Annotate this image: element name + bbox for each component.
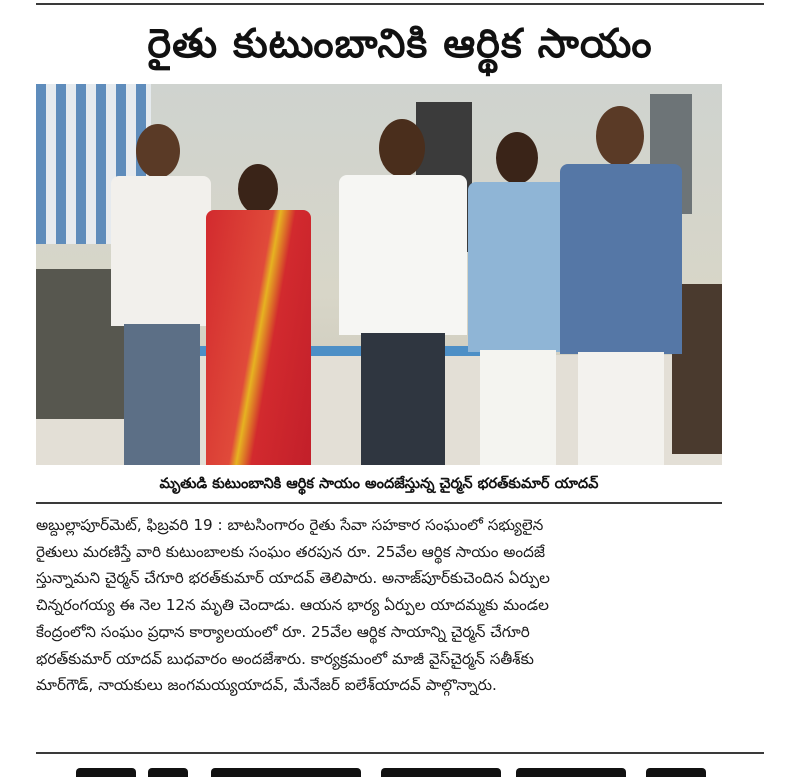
article-headline: రైతు కుటుంబానికి ఆర్థిక సాయం: [147, 21, 653, 67]
bottom-divider: [36, 752, 764, 754]
top-divider: [36, 3, 764, 5]
article-line: చిన్నరంగయ్య ఈ నెల 12న మృతి చెందాడు. ఆయన భార్య ఏర్పుల యాదమ్మకు మండల: [36, 596, 549, 615]
article-line: మార్‌గౌడ్, నాయకులు జంగమయ్యయాదవ్, మేనేజర్ ఐలేశ్‌యాదవ్ పాల్గొన్నారు.: [36, 676, 497, 695]
person-5: [556, 106, 686, 465]
photo-caption: మృతుడి కుటుంబానికి ఆర్థిక సాయం అందజేస్తున్న చైర్మన్ భరత్‌కుమార్ యాదవ్: [159, 476, 599, 492]
caption-divider: [36, 502, 722, 504]
news-photo: [36, 84, 722, 465]
article-line: స్తున్నామని చైర్మన్ చేగూరి భరత్‌కుమార్ యాదవ్ తెలిపారు. అనాజ్‌పూర్‌కుచెందిన ఏర్పుల: [36, 569, 550, 588]
article-line: భరత్‌కుమార్ యాదవ్ బుధవారం అందజేశారు. కార్యక్రమంలో మాజీ వైస్‌చైర్మన్ సతీశ్‌కు: [36, 649, 534, 668]
person-2: [206, 164, 316, 465]
next-headline-cropped: [36, 760, 764, 777]
article-line: కేంద్రంలోని సంఘం ప్రధాన కార్యాలయంలో రూ. 25వేల ఆర్థిక సాయాన్ని చైర్మన్ చేగూరి: [36, 622, 530, 641]
person-3: [331, 119, 471, 465]
article-line: అబ్దుల్లాపూర్‌మెట్, ఫిబ్రవరి 19 : బాటసింగారం రైతు సేవా సహకార సంఘంలో సభ్యులైన: [36, 516, 544, 534]
article-body: [36, 512, 722, 699]
article-line: రైతులు మరణిస్తే వారి కుటుంబాలకు సంఘం తరపున రూ. 25వేల ఆర్థిక సాయం అందజే: [36, 542, 545, 561]
